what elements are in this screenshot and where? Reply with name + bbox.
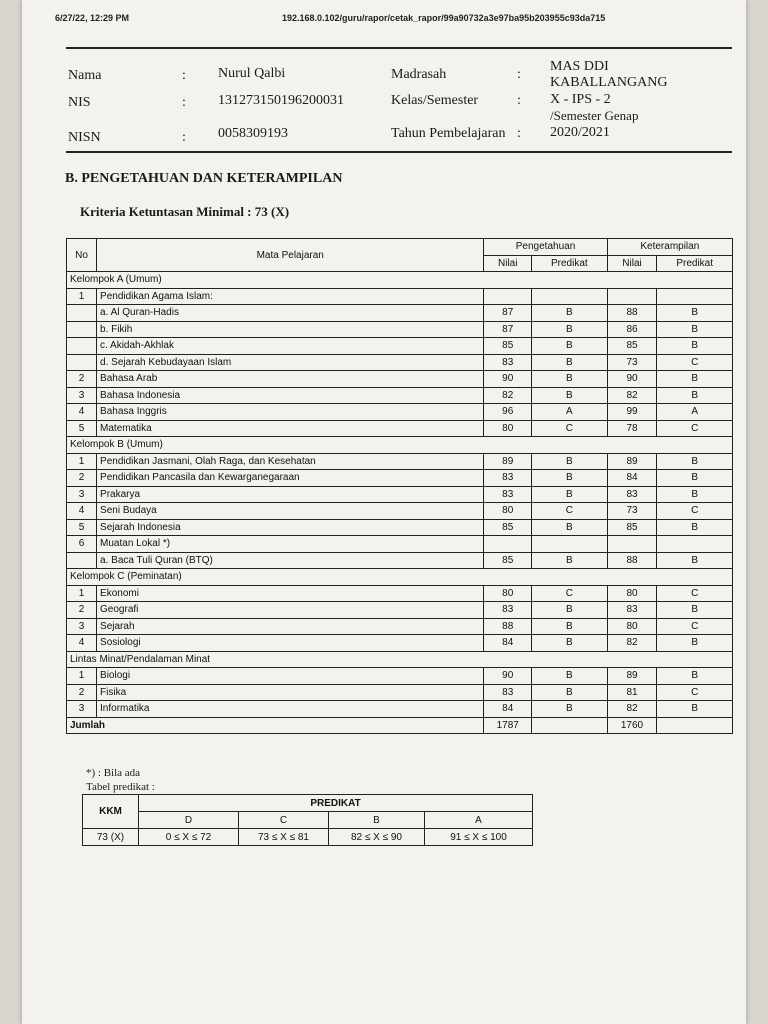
keterampilan-predikat: B bbox=[657, 602, 733, 619]
predikat-table bbox=[82, 794, 533, 846]
table-row bbox=[67, 552, 733, 569]
subject-name: c. Akidah-Akhlak bbox=[97, 338, 484, 355]
grade-c: C bbox=[239, 812, 329, 829]
pengetahuan-nilai: 87 bbox=[484, 305, 532, 322]
keterampilan-nilai: 84 bbox=[607, 470, 657, 487]
table-row bbox=[67, 602, 733, 619]
row-no: 3 bbox=[67, 486, 97, 503]
pengetahuan-nilai: 83 bbox=[484, 602, 532, 619]
keterampilan-nilai: 80 bbox=[607, 618, 657, 635]
keterampilan-nilai: 80 bbox=[607, 585, 657, 602]
pengetahuan-predikat: A bbox=[532, 404, 608, 421]
pengetahuan-predikat: C bbox=[532, 585, 608, 602]
table-row bbox=[67, 585, 733, 602]
row-no: 1 bbox=[67, 668, 97, 685]
nis-value: 131273150196200031 bbox=[218, 93, 344, 108]
section-title: B. PENGETAHUAN DAN KETERAMPILAN bbox=[65, 171, 343, 186]
table-row bbox=[67, 470, 733, 487]
table-row bbox=[67, 305, 733, 322]
table-row bbox=[67, 321, 733, 338]
keterampilan-predikat: B bbox=[657, 486, 733, 503]
keterampilan-predikat: B bbox=[657, 701, 733, 718]
colon: : bbox=[517, 126, 521, 141]
pengetahuan-nilai: 85 bbox=[484, 552, 532, 569]
pengetahuan-predikat: B bbox=[532, 338, 608, 355]
subject-name: Sejarah Indonesia bbox=[97, 519, 484, 536]
group-row bbox=[67, 569, 733, 586]
col-header-predikat: Predikat bbox=[532, 255, 608, 272]
colon: : bbox=[182, 130, 186, 145]
row-no bbox=[67, 321, 97, 338]
nama-label: Nama bbox=[68, 68, 102, 83]
kkm-title: Kriteria Ketuntasan Minimal : 73 (X) bbox=[80, 204, 290, 219]
top-rule bbox=[66, 47, 732, 49]
table-row bbox=[67, 668, 733, 685]
table-row bbox=[67, 635, 733, 652]
subject-name: Matematika bbox=[97, 420, 484, 437]
subject-name: Sosiologi bbox=[97, 635, 484, 652]
pengetahuan-predikat: B bbox=[532, 453, 608, 470]
pengetahuan-nilai: 96 bbox=[484, 404, 532, 421]
keterampilan-predikat: C bbox=[657, 420, 733, 437]
pengetahuan-predikat: B bbox=[532, 486, 608, 503]
header-row bbox=[67, 239, 733, 256]
table-row bbox=[67, 453, 733, 470]
jumlah-label: Jumlah bbox=[67, 717, 484, 734]
keterampilan-nilai: 89 bbox=[607, 668, 657, 685]
pengetahuan-predikat: B bbox=[532, 354, 608, 371]
group-label: Kelompok A (Umum) bbox=[67, 272, 733, 289]
row-no: 1 bbox=[67, 585, 97, 602]
pengetahuan-predikat: B bbox=[532, 701, 608, 718]
col-header-mapel: Mata Pelajaran bbox=[97, 239, 484, 272]
group-row bbox=[67, 651, 733, 668]
keterampilan-predikat: B bbox=[657, 552, 733, 569]
group-label: Lintas Minat/Pendalaman Minat bbox=[67, 651, 733, 668]
row-no: 2 bbox=[67, 371, 97, 388]
pengetahuan-nilai: 82 bbox=[484, 387, 532, 404]
madrasah-label: Madrasah bbox=[391, 67, 447, 82]
total-row bbox=[67, 717, 733, 734]
subject-name: b. Fikih bbox=[97, 321, 484, 338]
table-row bbox=[67, 519, 733, 536]
pengetahuan-predikat: C bbox=[532, 420, 608, 437]
subject-name: Pendidikan Pancasila dan Kewarganegaraan bbox=[97, 470, 484, 487]
pengetahuan-nilai: 83 bbox=[484, 684, 532, 701]
pengetahuan-nilai: 90 bbox=[484, 668, 532, 685]
keterampilan-predikat: B bbox=[657, 635, 733, 652]
keterampilan-predikat: B bbox=[657, 338, 733, 355]
report-card-page bbox=[22, 0, 746, 1024]
table-row bbox=[67, 420, 733, 437]
pengetahuan-nilai: 90 bbox=[484, 371, 532, 388]
keterampilan-nilai: 85 bbox=[607, 338, 657, 355]
row-no bbox=[67, 552, 97, 569]
keterampilan-predikat: B bbox=[657, 321, 733, 338]
row-no: 1 bbox=[67, 288, 97, 305]
keterampilan-nilai: 81 bbox=[607, 684, 657, 701]
row-no: 5 bbox=[67, 519, 97, 536]
jumlah-pengetahuan: 1787 bbox=[484, 717, 532, 734]
row-no bbox=[67, 338, 97, 355]
colon: : bbox=[182, 68, 186, 83]
pengetahuan-nilai: 83 bbox=[484, 354, 532, 371]
table-row bbox=[67, 288, 733, 305]
nis-label: NIS bbox=[68, 95, 91, 110]
table-row bbox=[67, 354, 733, 371]
kelas-label: Kelas/Semester bbox=[391, 93, 479, 108]
pengetahuan-nilai: 80 bbox=[484, 420, 532, 437]
col-header-keterampilan: Keterampilan bbox=[607, 239, 732, 256]
row-no bbox=[67, 305, 97, 322]
madrasah-line2: KABALLANGANG bbox=[550, 75, 668, 90]
nama-value: Nurul Qalbi bbox=[218, 66, 286, 81]
pengetahuan-nilai: 89 bbox=[484, 453, 532, 470]
grade-b: B bbox=[329, 812, 425, 829]
pengetahuan-nilai: 85 bbox=[484, 519, 532, 536]
table-row bbox=[67, 486, 733, 503]
subject-name: Pendidikan Agama Islam: bbox=[97, 288, 484, 305]
tahun-value: 2020/2021 bbox=[550, 125, 610, 140]
pengetahuan-predikat: B bbox=[532, 618, 608, 635]
madrasah-line1: MAS DDI bbox=[550, 59, 609, 74]
keterampilan-predikat: B bbox=[657, 470, 733, 487]
kkm-value: 73 (X) bbox=[83, 829, 139, 846]
pengetahuan-predikat: B bbox=[532, 321, 608, 338]
kelas-line2: /Semester Genap bbox=[550, 108, 639, 123]
keterampilan-predikat: C bbox=[657, 354, 733, 371]
group-label: Kelompok B (Umum) bbox=[67, 437, 733, 454]
pengetahuan-nilai: 84 bbox=[484, 701, 532, 718]
col-header-predikat: Predikat bbox=[657, 255, 733, 272]
predikat-header: PREDIKAT bbox=[139, 795, 533, 812]
pengetahuan-predikat: B bbox=[532, 668, 608, 685]
pengetahuan-nilai: 80 bbox=[484, 585, 532, 602]
col-header-nilai: Nilai bbox=[484, 255, 532, 272]
keterampilan-predikat: C bbox=[657, 503, 733, 520]
table-row bbox=[67, 387, 733, 404]
pengetahuan-predikat: B bbox=[532, 552, 608, 569]
tabel-predikat-label: Tabel predikat : bbox=[86, 781, 155, 793]
range-a: 91 ≤ X ≤ 100 bbox=[425, 829, 533, 846]
colon: : bbox=[517, 67, 521, 82]
pengetahuan-predikat: B bbox=[532, 519, 608, 536]
range-c: 73 ≤ X ≤ 81 bbox=[239, 829, 329, 846]
row-no: 6 bbox=[67, 536, 97, 553]
row-no: 2 bbox=[67, 602, 97, 619]
row-no: 4 bbox=[67, 503, 97, 520]
row-no: 1 bbox=[67, 453, 97, 470]
pengetahuan-nilai: 87 bbox=[484, 321, 532, 338]
kkm-header: KKM bbox=[83, 795, 139, 829]
table-row bbox=[67, 371, 733, 388]
keterampilan-nilai: 85 bbox=[607, 519, 657, 536]
table-row bbox=[67, 536, 733, 553]
group-row bbox=[67, 437, 733, 454]
subject-name: d. Sejarah Kebudayaan Islam bbox=[97, 354, 484, 371]
keterampilan-nilai: 82 bbox=[607, 635, 657, 652]
pengetahuan-predikat: B bbox=[532, 371, 608, 388]
subject-name: Bahasa Arab bbox=[97, 371, 484, 388]
keterampilan-nilai: 83 bbox=[607, 486, 657, 503]
keterampilan-nilai: 82 bbox=[607, 701, 657, 718]
keterampilan-predikat: B bbox=[657, 519, 733, 536]
table-row bbox=[67, 701, 733, 718]
info-bottom-rule bbox=[66, 151, 732, 153]
row-no: 3 bbox=[67, 618, 97, 635]
pengetahuan-predikat: B bbox=[532, 387, 608, 404]
row-no: 2 bbox=[67, 470, 97, 487]
keterampilan-nilai: 86 bbox=[607, 321, 657, 338]
pengetahuan-predikat: B bbox=[532, 305, 608, 322]
table-row bbox=[67, 338, 733, 355]
keterampilan-predikat: B bbox=[657, 305, 733, 322]
pengetahuan-nilai: 83 bbox=[484, 470, 532, 487]
group-row bbox=[67, 272, 733, 289]
keterampilan-predikat: B bbox=[657, 668, 733, 685]
keterampilan-nilai: 73 bbox=[607, 354, 657, 371]
footnote: *) : Bila ada bbox=[86, 767, 141, 779]
pengetahuan-predikat: C bbox=[532, 503, 608, 520]
subject-name: a. Baca Tuli Quran (BTQ) bbox=[97, 552, 484, 569]
table-row bbox=[67, 404, 733, 421]
row-no: 3 bbox=[67, 387, 97, 404]
pengetahuan-predikat: B bbox=[532, 684, 608, 701]
table-row bbox=[67, 618, 733, 635]
subject-name: Geografi bbox=[97, 602, 484, 619]
subject-name: Bahasa Inggris bbox=[97, 404, 484, 421]
keterampilan-predikat: B bbox=[657, 453, 733, 470]
pengetahuan-nilai: 85 bbox=[484, 338, 532, 355]
row-no bbox=[67, 354, 97, 371]
group-label: Kelompok C (Peminatan) bbox=[67, 569, 733, 586]
pengetahuan-nilai: 88 bbox=[484, 618, 532, 635]
grades-table bbox=[66, 238, 733, 734]
keterampilan-predikat: C bbox=[657, 684, 733, 701]
pengetahuan-nilai: 80 bbox=[484, 503, 532, 520]
range-b: 82 ≤ X ≤ 90 bbox=[329, 829, 425, 846]
keterampilan-predikat: A bbox=[657, 404, 733, 421]
print-timestamp: 6/27/22, 12:29 PM bbox=[55, 13, 130, 23]
keterampilan-predikat: C bbox=[657, 618, 733, 635]
keterampilan-nilai: 90 bbox=[607, 371, 657, 388]
keterampilan-nilai: 73 bbox=[607, 503, 657, 520]
subject-name: Biologi bbox=[97, 668, 484, 685]
keterampilan-nilai: 82 bbox=[607, 387, 657, 404]
keterampilan-predikat: C bbox=[657, 585, 733, 602]
nisn-value: 0058309193 bbox=[218, 126, 288, 141]
table-row bbox=[67, 503, 733, 520]
pengetahuan-nilai: 83 bbox=[484, 486, 532, 503]
subject-name: Ekonomi bbox=[97, 585, 484, 602]
pengetahuan-predikat: B bbox=[532, 635, 608, 652]
subject-name: Bahasa Indonesia bbox=[97, 387, 484, 404]
subject-name: Pendidikan Jasmani, Olah Raga, dan Kesehatan bbox=[97, 453, 484, 470]
grade-d: D bbox=[139, 812, 239, 829]
subject-name: Sejarah bbox=[97, 618, 484, 635]
tahun-label: Tahun Pembelajaran bbox=[391, 126, 506, 141]
jumlah-keterampilan: 1760 bbox=[607, 717, 657, 734]
keterampilan-nilai: 88 bbox=[607, 552, 657, 569]
subject-name: Prakarya bbox=[97, 486, 484, 503]
subject-name: a. Al Quran-Hadis bbox=[97, 305, 484, 322]
nisn-label: NISN bbox=[68, 130, 101, 145]
pengetahuan-predikat: B bbox=[532, 470, 608, 487]
col-header-pengetahuan: Pengetahuan bbox=[484, 239, 607, 256]
keterampilan-nilai: 78 bbox=[607, 420, 657, 437]
keterampilan-nilai: 99 bbox=[607, 404, 657, 421]
keterampilan-nilai: 88 bbox=[607, 305, 657, 322]
colon: : bbox=[517, 93, 521, 108]
print-url: 192.168.0.102/guru/rapor/cetak_rapor/99a90732a3e97ba95b203955c93da715 bbox=[282, 13, 606, 23]
range-d: 0 ≤ X ≤ 72 bbox=[139, 829, 239, 846]
keterampilan-nilai: 89 bbox=[607, 453, 657, 470]
grade-a: A bbox=[425, 812, 533, 829]
row-no: 4 bbox=[67, 635, 97, 652]
pengetahuan-predikat: B bbox=[532, 602, 608, 619]
subject-name: Fisika bbox=[97, 684, 484, 701]
subject-name: Seni Budaya bbox=[97, 503, 484, 520]
kelas-line1: X - IPS - 2 bbox=[550, 92, 611, 107]
col-header-no: No bbox=[67, 239, 97, 272]
row-no: 5 bbox=[67, 420, 97, 437]
row-no: 3 bbox=[67, 701, 97, 718]
keterampilan-predikat: B bbox=[657, 387, 733, 404]
subject-name: Muatan Lokal *) bbox=[97, 536, 484, 553]
col-header-nilai: Nilai bbox=[607, 255, 657, 272]
pengetahuan-nilai: 84 bbox=[484, 635, 532, 652]
table-row bbox=[67, 684, 733, 701]
colon: : bbox=[182, 95, 186, 110]
row-no: 2 bbox=[67, 684, 97, 701]
row-no: 4 bbox=[67, 404, 97, 421]
keterampilan-predikat: B bbox=[657, 371, 733, 388]
keterampilan-nilai: 83 bbox=[607, 602, 657, 619]
subject-name: Informatika bbox=[97, 701, 484, 718]
